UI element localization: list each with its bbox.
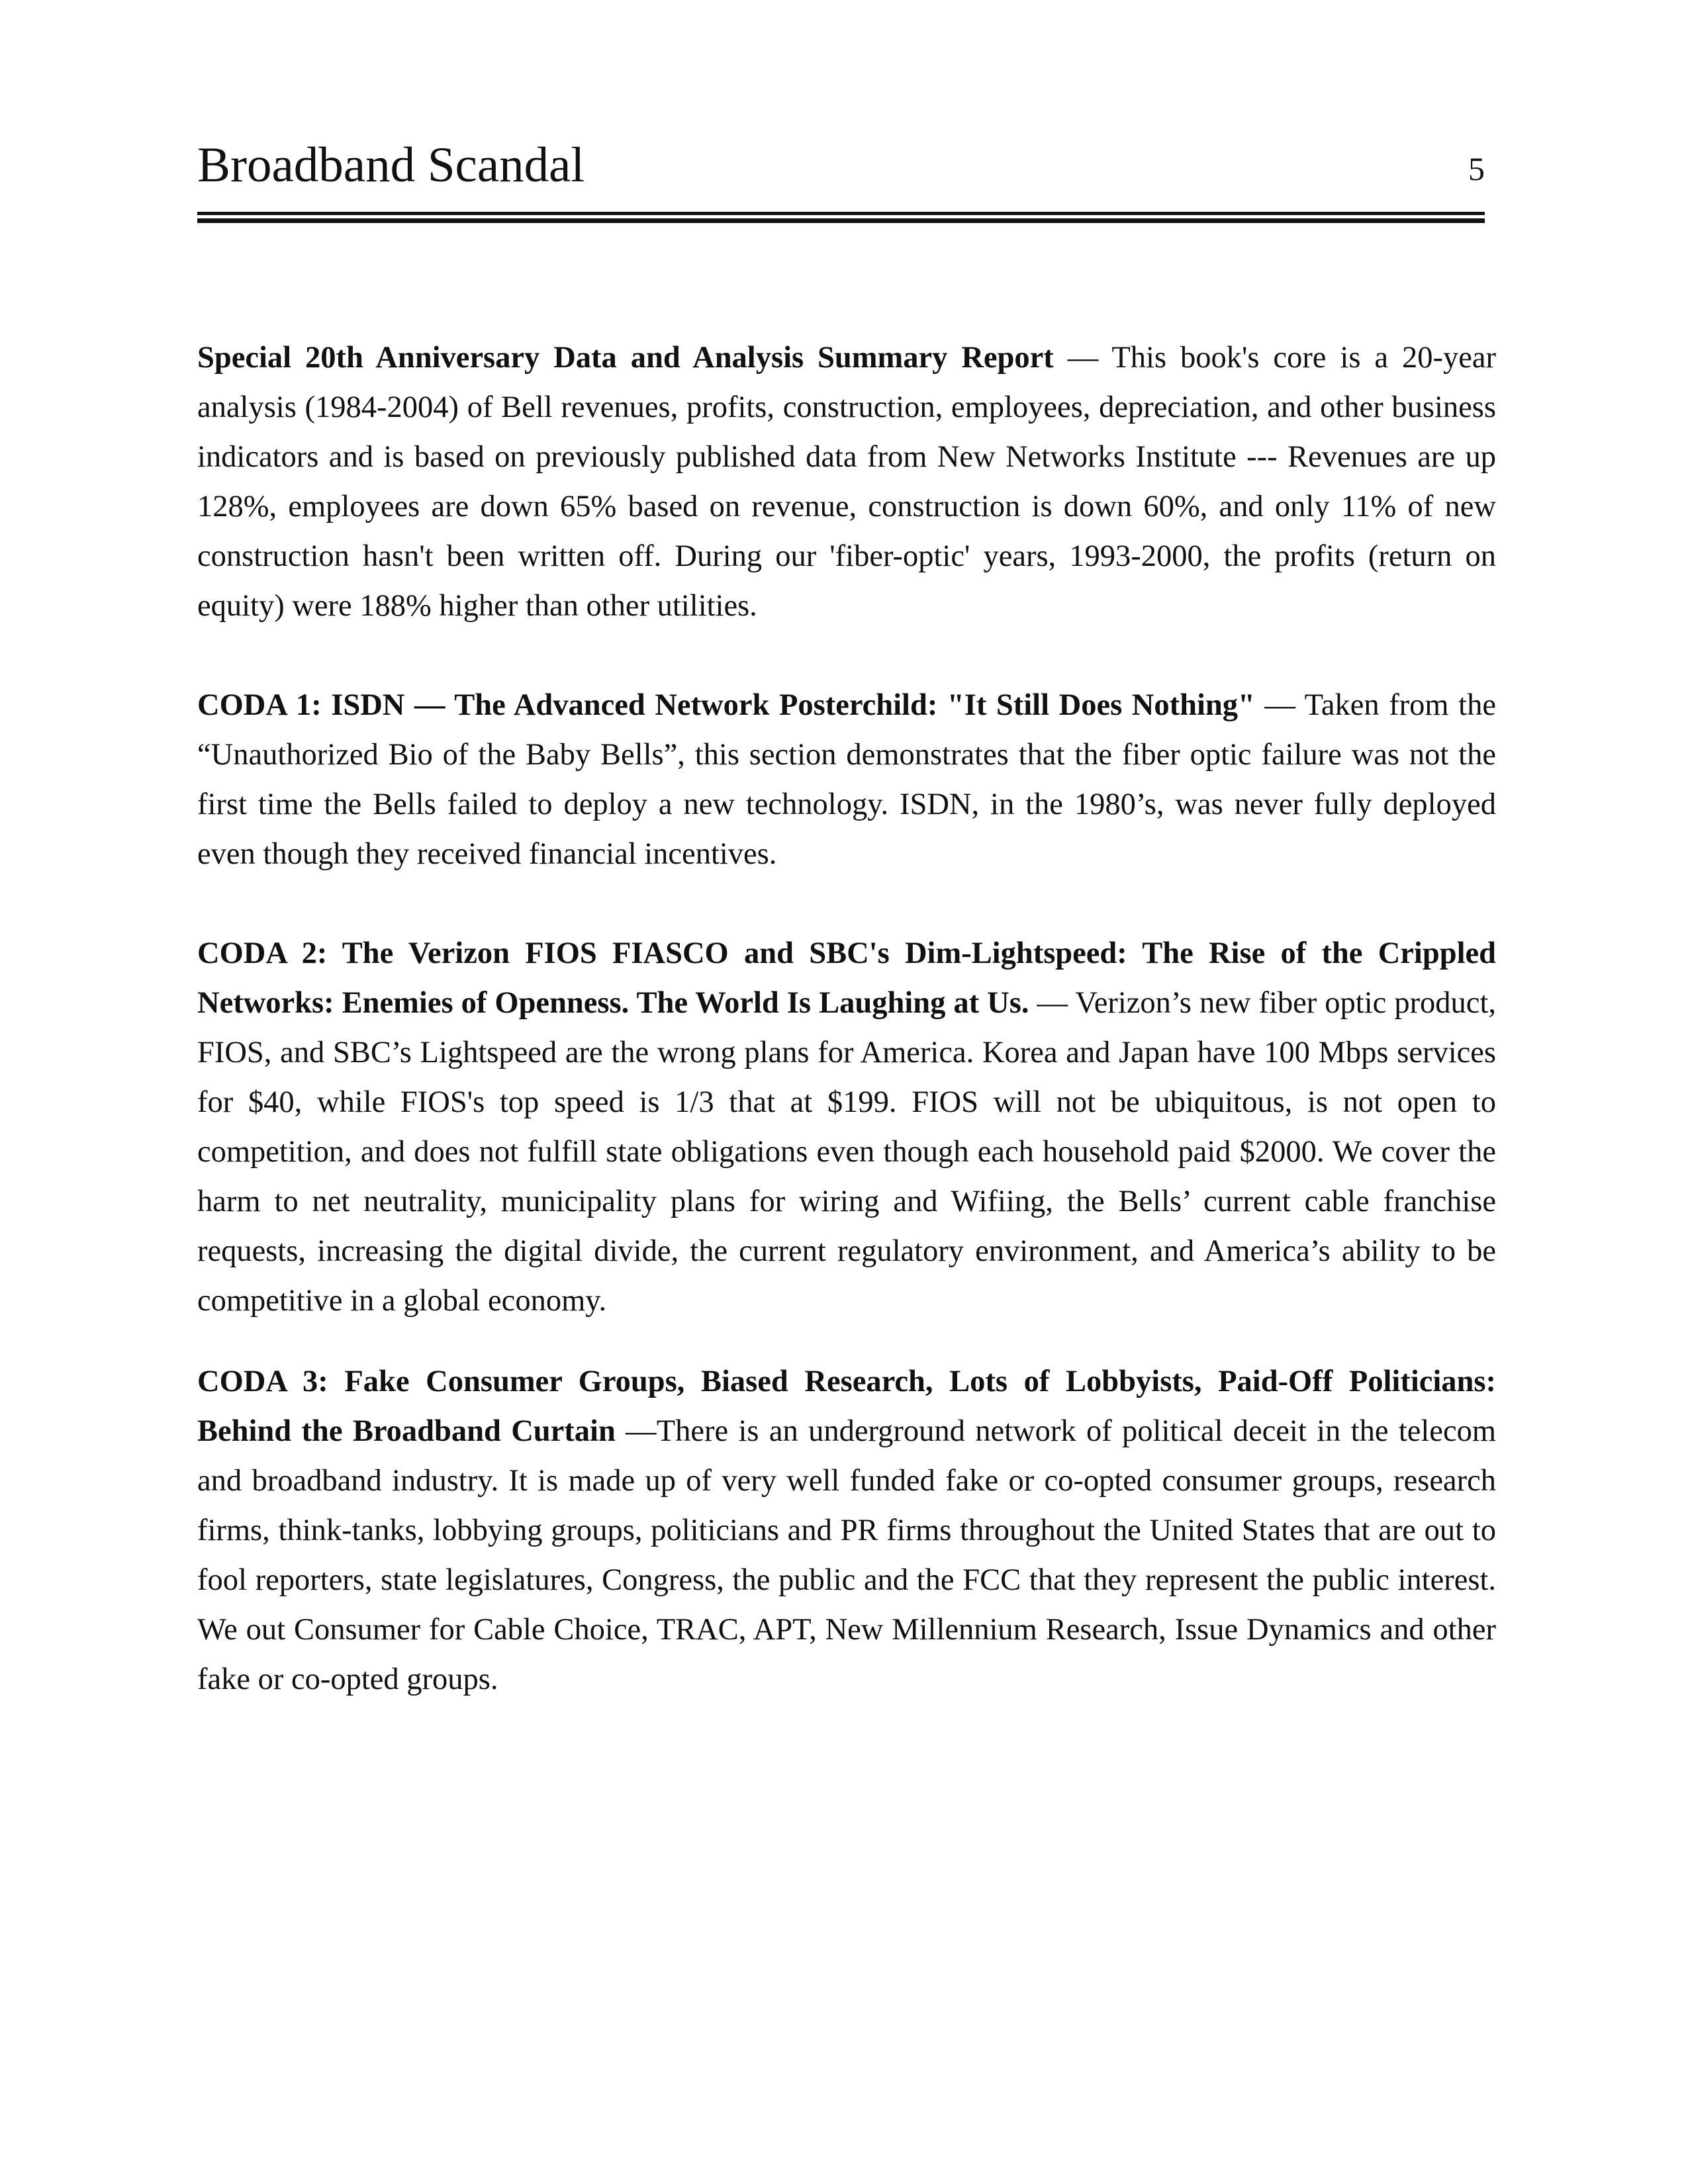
section-anniversary-report	[197, 333, 1496, 631]
section-coda-2	[197, 929, 1496, 1326]
section-separator: —	[615, 1414, 657, 1448]
section-body: Taken from the “Unauthorized Bio of the Baby Bells”, this section demonstrates that the fiber optic failure was not the first time the Bells failed to deploy a new technology. ISDN, in the 1980’s, was never fully deployed even though they received financial incentives.	[197, 688, 1496, 871]
header-rule-thick	[197, 218, 1485, 223]
section-heading: CODA 2: The Verizon FIOS FIASCO and SBC's Dim-Lightspeed: The Rise of the Crippled Networks: Enemies of Openness. The World Is Laughing at Us.	[197, 936, 1496, 1020]
section-body: Verizon’s new fiber optic product, FIOS, and SBC’s Lightspeed are the wrong plans for America. Korea and Japan have 100 Mbps services for $40, while FIOS's top speed is 1/3 that at $199. FIOS will not be ubiquitous, is not open to competition, and does not fulfill state obligations even though each household paid $2000. We cover the harm to net neutrality, municipality plans for wiring and Wifiing, the Bells’ current cable franchise requests, increasing the digital divide, the current regulatory environment, and America’s ability to be competitive in a global economy.	[197, 986, 1496, 1318]
section-heading: CODA 3: Fake Consumer Groups, Biased Research, Lots of Lobbyists, Paid-Off Politicians: Behind the Broadband Curtain	[197, 1365, 1496, 1448]
section-separator: —	[1053, 341, 1112, 375]
section-heading: Special 20th Anniversary Data and Analysis Summary Report	[197, 341, 1054, 375]
page-number: 5	[1468, 150, 1485, 187]
header-rule-thin	[197, 212, 1485, 215]
section-heading: CODA 1: ISDN — The Advanced Network Posterchild: "It Still Does Nothing"	[197, 688, 1255, 722]
section-body: There is an underground network of political deceit in the telecom and broadband industry. It is made up of very well funded fake or co-opted consumer groups, research firms, think-tanks, lobbying groups, politicians and PR firms throughout the United States that are out to fool reporters, state legislatures, Congress, the public and the FCC that they represent the public interest. We out Consumer for Cable Choice, TRAC, APT, New Millennium Research, Issue Dynamics and other fake or co-opted groups.	[197, 1414, 1496, 1696]
page-header	[197, 136, 1485, 195]
page-body	[197, 333, 1496, 1704]
running-title: Broadband Scandal	[197, 138, 585, 193]
section-separator: —	[1029, 986, 1076, 1020]
section-separator: —	[1254, 688, 1305, 722]
section-coda-3	[197, 1357, 1496, 1704]
section-body: This book's core is a 20-year analysis (1984-2004) of Bell revenues, profits, construction, employees, depreciation, and other business indicators and is based on previously published data from New Networks Institute --- Revenues are up 128%, employees are down 65% based on revenue, construction is down 60%, and only 11% of new construction hasn't been written off. During our 'fiber-optic' years, 1993-2000, the profits (return on equity) were 188% higher than other utilities.	[197, 341, 1496, 623]
section-coda-1	[197, 680, 1496, 879]
